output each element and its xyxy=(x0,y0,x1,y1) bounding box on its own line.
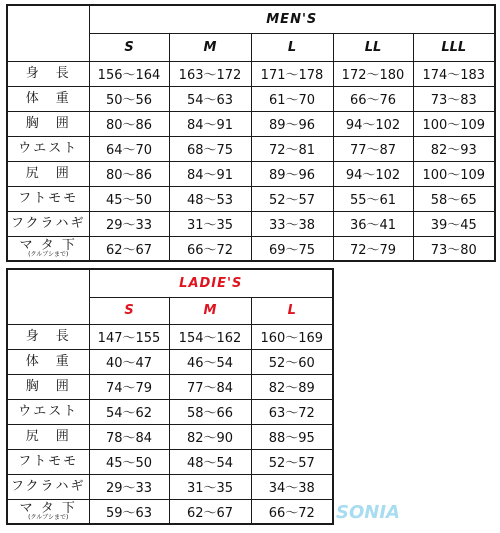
row-label xyxy=(7,111,89,136)
measurement-cell: 36～41 xyxy=(333,211,413,236)
ladies-size-table xyxy=(6,268,334,525)
row-label-note: (クルブシまで) xyxy=(28,251,69,259)
measurement-cell: 172～180 xyxy=(333,61,413,86)
measurement-cell: 54～62 xyxy=(89,399,169,424)
table-row xyxy=(7,86,495,111)
measurement-cell: 89～96 xyxy=(251,161,333,186)
table-row xyxy=(7,499,333,524)
row-label xyxy=(7,186,89,211)
measurement-cell: 34～38 xyxy=(251,474,333,499)
mens-size-header: S xyxy=(89,33,169,61)
measurement-cell: 52～60 xyxy=(251,349,333,374)
measurement-cell: 39～45 xyxy=(413,211,495,236)
measurement-cell: 163～172 xyxy=(169,61,251,86)
measurement-cell: 66～72 xyxy=(251,499,333,524)
measurement-cell: 33～38 xyxy=(251,211,333,236)
row-label-text: 胸 囲 xyxy=(25,115,71,131)
sonia-watermark: SONIA xyxy=(336,502,400,523)
measurement-cell: 62～67 xyxy=(169,499,251,524)
row-label-text: 身 長 xyxy=(25,328,71,344)
table-row xyxy=(7,211,495,236)
measurement-cell: 55～61 xyxy=(333,186,413,211)
measurement-cell: 100～109 xyxy=(413,111,495,136)
measurement-cell: 29～33 xyxy=(89,474,169,499)
size-chart xyxy=(6,4,496,529)
row-label-text: フクラハギ xyxy=(10,478,86,494)
measurement-cell: 69～75 xyxy=(251,236,333,261)
measurement-cell: 48～53 xyxy=(169,186,251,211)
measurement-cell: 82～89 xyxy=(251,374,333,399)
row-label xyxy=(7,349,89,374)
row-label xyxy=(7,324,89,349)
measurement-cell: 52～57 xyxy=(251,186,333,211)
table-row xyxy=(7,236,495,261)
table-row xyxy=(7,474,333,499)
table-row xyxy=(7,449,333,474)
measurement-cell: 61～70 xyxy=(251,86,333,111)
measurement-cell: 73～80 xyxy=(413,236,495,261)
measurement-cell: 45～50 xyxy=(89,449,169,474)
measurement-cell: 174～183 xyxy=(413,61,495,86)
measurement-cell: 156～164 xyxy=(89,61,169,86)
row-label-text: ウエスト xyxy=(18,140,79,156)
measurement-cell: 88～95 xyxy=(251,424,333,449)
mens-corner-cell xyxy=(7,5,89,61)
table-row xyxy=(7,349,333,374)
ladies-size-header: L xyxy=(251,297,333,324)
row-label-text: 胸 囲 xyxy=(25,378,71,394)
mens-size-header: M xyxy=(169,33,251,61)
measurement-cell: 94～102 xyxy=(333,111,413,136)
row-label-text: 体 重 xyxy=(25,353,71,369)
measurement-cell: 73～83 xyxy=(413,86,495,111)
measurement-cell: 31～35 xyxy=(169,474,251,499)
measurement-cell: 147～155 xyxy=(89,324,169,349)
row-label xyxy=(7,499,89,524)
row-label xyxy=(7,399,89,424)
measurement-cell: 100～109 xyxy=(413,161,495,186)
measurement-cell: 64～70 xyxy=(89,136,169,161)
measurement-cell: 40～47 xyxy=(89,349,169,374)
measurement-cell: 82～90 xyxy=(169,424,251,449)
row-label xyxy=(7,374,89,399)
row-label-text: 体 重 xyxy=(25,90,71,106)
row-label-text: ウエスト xyxy=(18,403,79,419)
table-row xyxy=(7,161,495,186)
measurement-cell: 46～54 xyxy=(169,349,251,374)
measurement-cell: 160～169 xyxy=(251,324,333,349)
measurement-cell: 66～76 xyxy=(333,86,413,111)
row-label-text: マ タ 下 xyxy=(19,501,77,517)
measurement-cell: 72～81 xyxy=(251,136,333,161)
measurement-cell: 59～63 xyxy=(89,499,169,524)
row-label-text: フトモモ xyxy=(18,190,79,206)
measurement-cell: 31～35 xyxy=(169,211,251,236)
measurement-cell: 89～96 xyxy=(251,111,333,136)
row-label-text: マ タ 下 xyxy=(19,238,77,254)
measurement-cell: 94～102 xyxy=(333,161,413,186)
measurement-cell: 45～50 xyxy=(89,186,169,211)
row-label-text: 尻 囲 xyxy=(25,428,71,444)
measurement-cell: 74～79 xyxy=(89,374,169,399)
row-label xyxy=(7,424,89,449)
measurement-cell: 84～91 xyxy=(169,161,251,186)
measurement-cell: 84～91 xyxy=(169,111,251,136)
row-label xyxy=(7,474,89,499)
row-label-text: フクラハギ xyxy=(10,215,86,231)
measurement-cell: 171～178 xyxy=(251,61,333,86)
table-row xyxy=(7,374,333,399)
measurement-cell: 48～54 xyxy=(169,449,251,474)
row-label-text: 身 長 xyxy=(25,65,71,81)
row-label xyxy=(7,236,89,261)
mens-size-header: LL xyxy=(333,33,413,61)
measurement-cell: 62～67 xyxy=(89,236,169,261)
table-row xyxy=(7,61,495,86)
measurement-cell: 154～162 xyxy=(169,324,251,349)
row-label xyxy=(7,161,89,186)
mens-size-header: L xyxy=(251,33,333,61)
measurement-cell: 66～72 xyxy=(169,236,251,261)
measurement-cell: 68～75 xyxy=(169,136,251,161)
measurement-cell: 63～72 xyxy=(251,399,333,424)
measurement-cell: 80～86 xyxy=(89,111,169,136)
row-label-text: 尻 囲 xyxy=(25,165,71,181)
ladies-size-header: S xyxy=(89,297,169,324)
row-label xyxy=(7,86,89,111)
measurement-cell: 80～86 xyxy=(89,161,169,186)
ladies-corner-cell xyxy=(7,269,89,324)
row-label xyxy=(7,211,89,236)
measurement-cell: 82～93 xyxy=(413,136,495,161)
table-row xyxy=(7,186,495,211)
row-label xyxy=(7,449,89,474)
table-row xyxy=(7,324,333,349)
mens-title: MEN'S xyxy=(89,5,495,33)
measurement-cell: 77～87 xyxy=(333,136,413,161)
table-row xyxy=(7,399,333,424)
measurement-cell: 72～79 xyxy=(333,236,413,261)
measurement-cell: 58～65 xyxy=(413,186,495,211)
table-row xyxy=(7,136,495,161)
measurement-cell: 29～33 xyxy=(89,211,169,236)
mens-size-table xyxy=(6,4,496,262)
measurement-cell: 54～63 xyxy=(169,86,251,111)
measurement-cell: 78～84 xyxy=(89,424,169,449)
row-label-note: (クルブシまで) xyxy=(28,514,69,522)
table-row xyxy=(7,111,495,136)
mens-size-header: LLL xyxy=(413,33,495,61)
measurement-cell: 58～66 xyxy=(169,399,251,424)
table-row xyxy=(7,424,333,449)
measurement-cell: 52～57 xyxy=(251,449,333,474)
ladies-size-header: M xyxy=(169,297,251,324)
row-label xyxy=(7,61,89,86)
row-label-text: フトモモ xyxy=(18,453,79,469)
row-label xyxy=(7,136,89,161)
measurement-cell: 77～84 xyxy=(169,374,251,399)
ladies-title: LADIE'S xyxy=(89,269,333,297)
measurement-cell: 50～56 xyxy=(89,86,169,111)
